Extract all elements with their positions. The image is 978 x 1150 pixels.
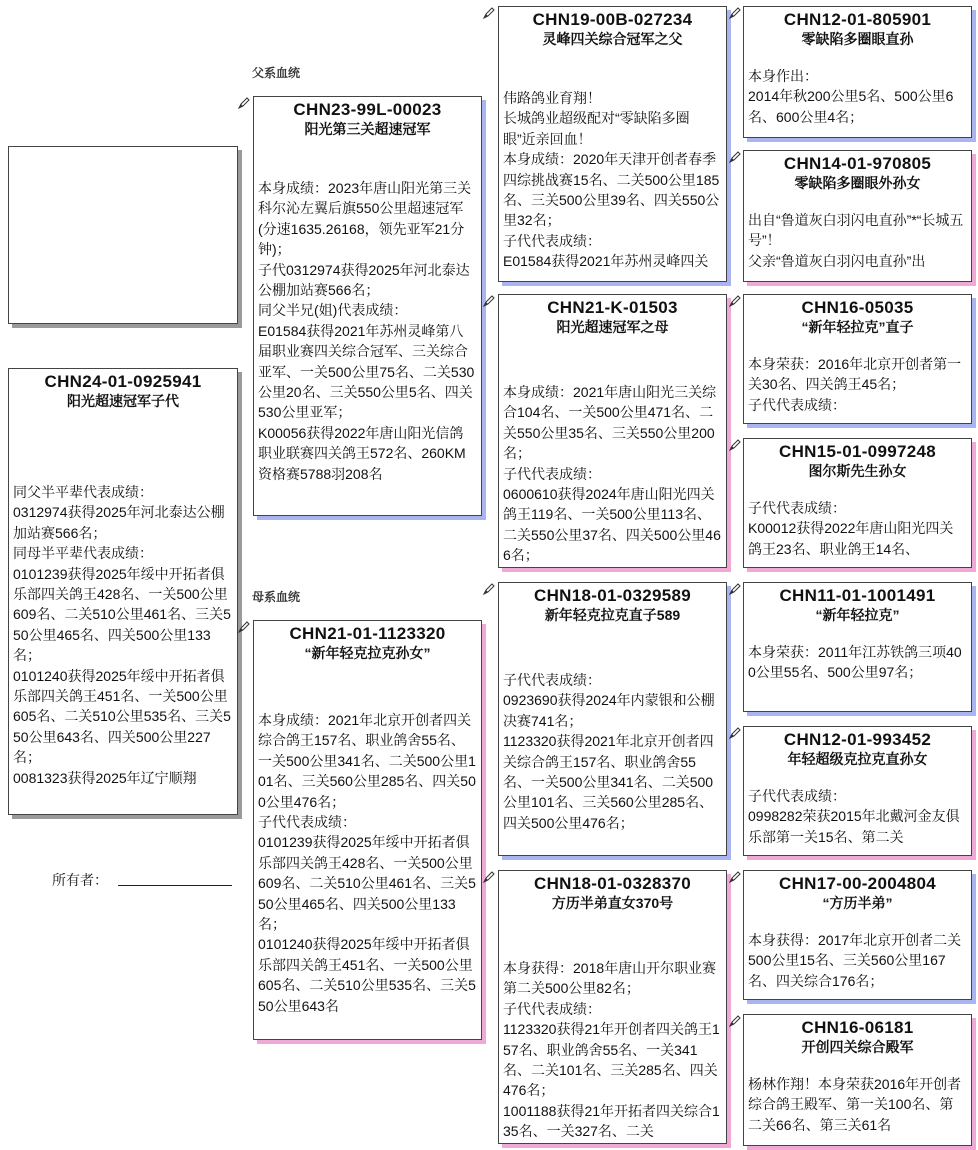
edit-pencil-icon[interactable] <box>482 870 496 884</box>
edit-pencil-icon[interactable] <box>728 150 742 164</box>
sdd-performance: 子代代表成绩： K00012获得2022年唐山阳光四关鸽王23名、职业鸽王14名、 <box>748 500 954 557</box>
dss-name: “新年轻拉克” <box>815 607 900 623</box>
subject-card <box>8 368 238 815</box>
dam-ring-number: CHN21-01-1123320 <box>289 624 446 643</box>
sire-card <box>253 96 482 516</box>
dsd-card <box>743 726 972 856</box>
dam-dam-card <box>498 870 727 1144</box>
dam-dam-name: 方历半弟直女370号 <box>551 895 674 911</box>
dds-ring-number: CHN17-00-2004804 <box>779 874 936 893</box>
dds-performance: 本身获得：2017年北京开创者二关500公里15名、三关560公里167名、四关综合176名； <box>748 932 962 989</box>
ssd-name: 零缺陷多圈眼外孙女 <box>794 175 921 191</box>
ddd-ring-number: CHN16-06181 <box>801 1018 914 1037</box>
dsd-name: 年轻超级克拉克直孙女 <box>787 751 928 767</box>
dam-sire-name: 新年轻克拉克直子589 <box>544 607 681 623</box>
dam-dam-performance: 本身获得：2018年唐山开尔职业赛第二关500公里82名； 子代代表成绩： 1123320获得21年开创者四关鸽王157名、职业鸽舍55名、一关341名、二关101名、三关285名、四关476名； 1001188获得21年开拓者四关综合135名、一关327名、二关 <box>503 960 720 1140</box>
sire-name: 阳光第三关超速冠军 <box>304 121 431 137</box>
edit-pencil-icon[interactable] <box>728 726 742 740</box>
edit-pencil-icon[interactable] <box>237 96 251 110</box>
subject-performance: 同父半平辈代表成绩： 0312974获得2025年河北泰达公棚加站赛566名； 同母半平辈代表成绩： 0101239获得2025年绥中开拓者俱乐部四关鸽王428名、一关500公里609名、二关510公里461名、三关550公里465名、四关500公里133名； 0101240获得2025年绥中开拓者俱乐部四关鸽王451名、一关500公里605名、二关510公里535名、三关550公里643名、四关500公里227名； 0081323获得2025年辽宁顺翔 <box>13 484 231 786</box>
ssd-ring-number: CHN14-01-970805 <box>783 154 932 173</box>
dam-sire-ring-number: CHN18-01-0329589 <box>534 586 691 605</box>
dam-name: “新年轻克拉克孙女” <box>304 645 431 661</box>
dss-card <box>743 582 972 712</box>
sire-sire-card <box>498 6 727 282</box>
sds-card <box>743 294 972 424</box>
edit-pencil-icon[interactable] <box>728 438 742 452</box>
dds-name: “方历半弟” <box>822 895 893 911</box>
owner-field[interactable] <box>118 885 232 886</box>
sire-sire-name: 灵峰四关综合冠军之父 <box>542 31 683 47</box>
sss-performance: 本身作出： 2014年秋200公里5名、500公里6名、600公里4名； <box>748 68 954 125</box>
edit-pencil-icon[interactable] <box>728 870 742 884</box>
owner-label: 所有者： <box>52 872 108 888</box>
ddd-name: 开创四关综合殿军 <box>801 1039 914 1055</box>
sire-sire-ring-number: CHN19-00B-027234 <box>532 10 693 29</box>
sire-dam-card <box>498 294 727 568</box>
dss-ring-number: CHN11-01-1001491 <box>779 586 936 605</box>
sds-performance: 本身荣获：2016年北京开创者第一关30名、四关鸽王45名； 子代代表成绩： <box>748 356 962 413</box>
sss-ring-number: CHN12-01-805901 <box>783 10 932 29</box>
sdd-ring-number: CHN15-01-0997248 <box>779 442 936 461</box>
sdd-card <box>743 438 972 568</box>
dam-sire-card <box>498 582 727 856</box>
dam-line-label: 母系血统 <box>252 590 301 604</box>
edit-pencil-icon[interactable] <box>728 6 742 20</box>
edit-pencil-icon[interactable] <box>728 294 742 308</box>
dam-dam-ring-number: CHN18-01-0328370 <box>534 874 691 893</box>
pigeon-photo <box>8 146 238 324</box>
dds-card <box>743 870 972 1000</box>
dam-performance: 本身成绩：2021年北京开创者四关综合鸽王157名、职业鸽舍55名、一关500公里341名、二关500公里101名、三关560公里285名、四关500公里476名； 子代代表成绩： 0101239获得2025年绥中开拓者俱乐部四关鸽王428名、一关500公里609名、二关510公里461名、三关550公里465名、四关500公里133名； 0101240获得2025年绥中开拓者俱乐部四关鸽王451名、一关500公里605名、二关510公里535名、三关550公里643名 <box>258 712 476 1014</box>
edit-pencil-icon[interactable] <box>728 582 742 596</box>
ssd-performance: 出自“鲁道灰白羽闪电直孙”*“长城五号”！ 父亲“鲁道灰白羽闪电直孙”出 <box>748 212 964 269</box>
dam-card <box>253 620 482 1040</box>
sire-performance: 本身成绩：2023年唐山阳光第三关科尔沁左翼后旗550公里超速冠军(分速1635.26168，领先亚军21分钟)； 子代0312974获得2025年河北泰达公棚加站赛566名； 同父半兄(姐)代表成绩： E01584获得2021年苏州灵峰第八届职业赛四关综合冠军、三关综合亚军、一关500公里75名、二关530公里20名、三关550公里5名、四关530公里亚军； K00056获得2022年唐山阳光信鸽职业联赛四关鸽王572名、260KM资格赛5788羽208名 <box>258 180 475 482</box>
ddd-card <box>743 1014 972 1146</box>
ddd-performance: 杨林作翔！本身荣获2016年开创者综合鸽王殿军、第一关100名、第二关66名、第三关61名 <box>748 1076 962 1133</box>
dam-sire-performance: 子代代表成绩： 0923690获得2024年内蒙银和公棚决赛741名； 1123320获得2021年北京开创者四关综合鸽王157名、职业鸽舍55名、一关500公里341名、二关500公里101名、三关560公里285名、四关500公里476名； <box>503 672 715 831</box>
sire-dam-ring-number: CHN21-K-01503 <box>547 298 678 317</box>
edit-pencil-icon[interactable] <box>237 620 251 634</box>
edit-pencil-icon[interactable] <box>728 1014 742 1028</box>
sire-dam-performance: 本身成绩：2021年唐山阳光三关综合104名、一关500公里471名、二关550公里35名、三关550公里200名； 子代代表成绩： 0600610获得2024年唐山阳光四关鸽王119名、一关500公里113名、二关550公里37名、四关500公里466名； <box>503 384 721 564</box>
sire-dam-name: 阳光超速冠军之母 <box>556 319 669 335</box>
edit-pencil-icon[interactable] <box>482 582 496 596</box>
sdd-name: 图尔斯先生孙女 <box>808 463 907 479</box>
sss-name: 零缺陷多圈眼直孙 <box>801 31 914 47</box>
sire-line-label: 父系血统 <box>252 66 301 80</box>
sire-sire-performance: 伟路鸽业育翔！ 长城鸽业超级配对“零缺陷多圈眼”近亲回血！ 本身成绩：2020年天津开创者春季四综挑战赛15名、二关500公里185名、三关500公里39名、四关550公里32名； 子代代表成绩： E01584获得2021年苏州灵峰四关 <box>503 90 720 270</box>
edit-pencil-icon[interactable] <box>482 6 496 20</box>
ssd-card <box>743 150 972 282</box>
subject-ring-number: CHN24-01-0925941 <box>44 372 202 391</box>
edit-pencil-icon[interactable] <box>482 294 496 308</box>
sds-name: “新年轻拉克”直子 <box>801 319 914 335</box>
sds-ring-number: CHN16-05035 <box>801 298 914 317</box>
subject-name: 阳光超速冠军子代 <box>67 393 179 409</box>
dsd-ring-number: CHN12-01-993452 <box>783 730 932 749</box>
dss-performance: 本身荣获：2011年江苏铁鸽三项400公里55名、500公里97名； <box>748 644 962 681</box>
dsd-performance: 子代代表成绩： 0998282荣获2015年北戴河金友俱乐部第一关15名、第二关 <box>748 788 960 845</box>
sire-ring-number: CHN23-99L-00023 <box>293 100 442 119</box>
sss-card <box>743 6 972 138</box>
